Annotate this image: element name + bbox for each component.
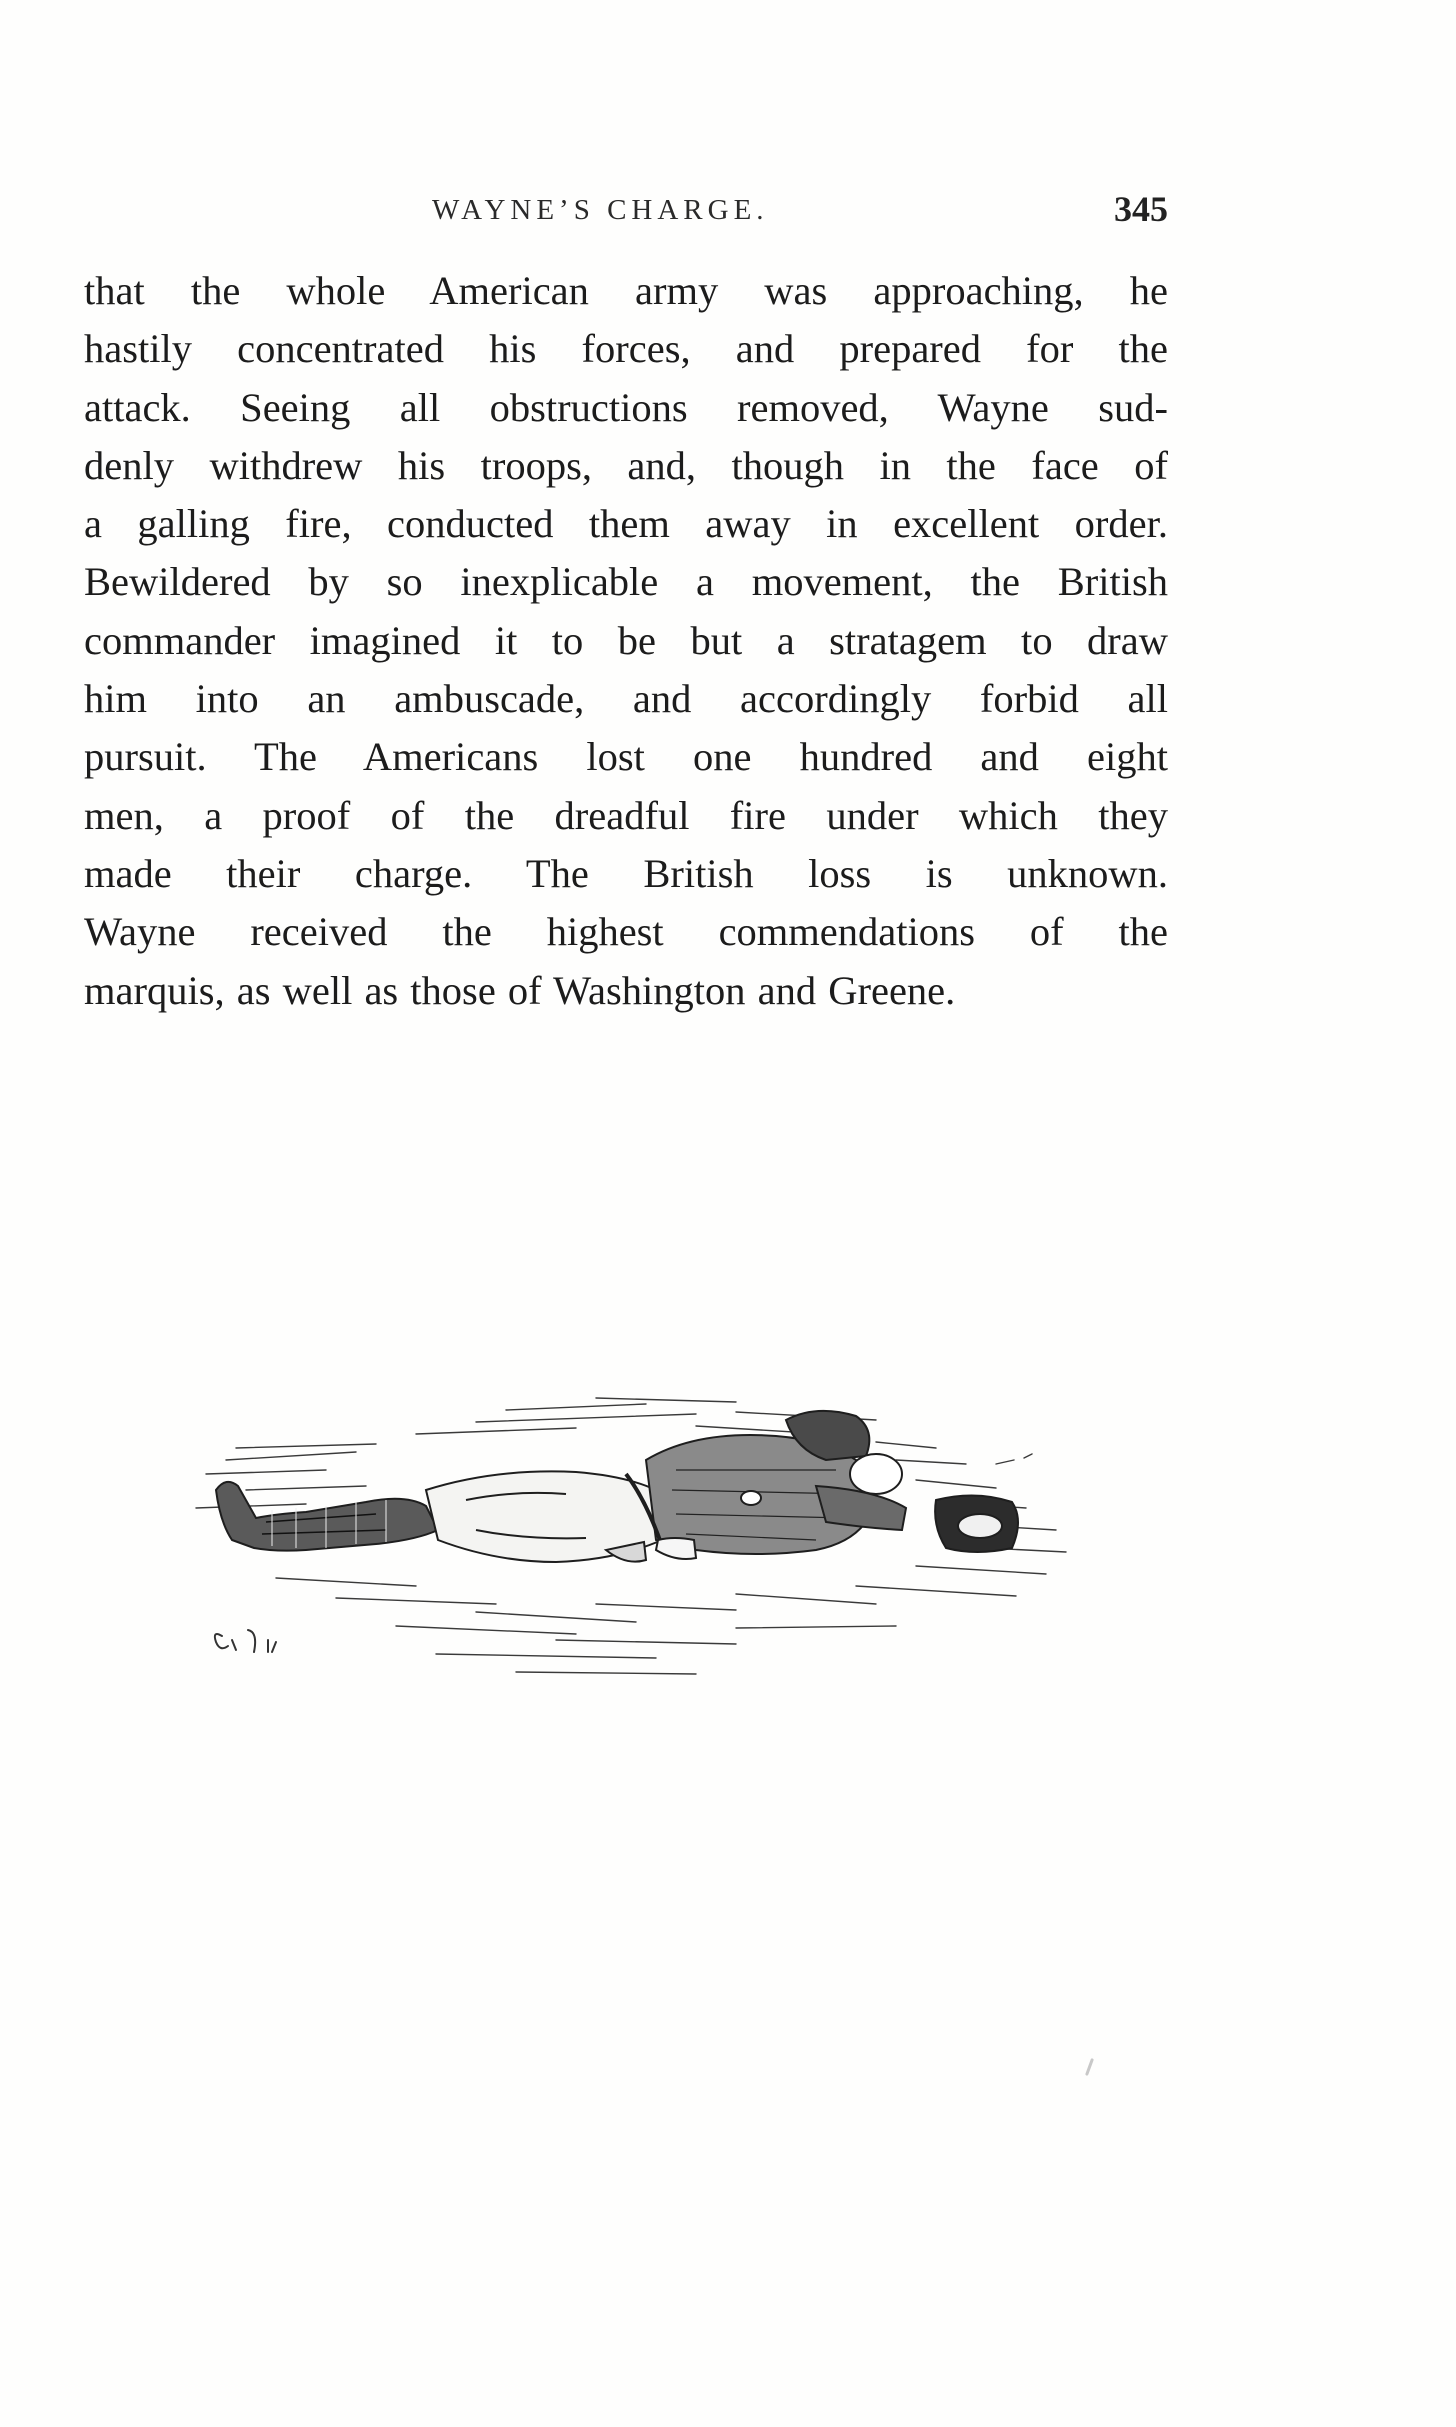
text-line: Wayne received the highest commendations of the — [84, 909, 1168, 955]
page-number: 345 — [1114, 189, 1168, 229]
text-line: attack. Seeing all obstructions removed, Wayne sud- — [84, 384, 1168, 430]
fallen-soldier-engraving-icon — [176, 1390, 1096, 1710]
text-line: men, a proof of the dreadful fire under which they — [84, 792, 1168, 838]
text-line: that the whole American army was approaching, he — [84, 268, 1168, 313]
text-line: denly withdrew his troops, and, though in the face of — [84, 442, 1168, 488]
paper-speck — [1085, 2058, 1094, 2076]
text-line: pursuit. The Americans lost one hundred and eight — [84, 734, 1168, 780]
text-line: made their charge. The British loss is unknown. — [84, 850, 1168, 896]
body-paragraph — [84, 262, 1168, 1020]
text-line: marquis, as well as those of Washington and Greene. — [84, 967, 956, 1013]
running-title: WAYNE’S CHARGE. — [432, 194, 769, 226]
running-head — [84, 188, 1168, 236]
text-line: Bewildered by so inexplicable a movement, the British — [84, 559, 1168, 605]
text-line: commander imagined it to be but a stratagem to draw — [84, 617, 1168, 663]
text-line: hastily concentrated his forces, and prepared for the — [84, 326, 1168, 372]
text-line: him into an ambuscade, and accordingly forbid all — [84, 676, 1168, 722]
text-line: a galling fire, conducted them away in excellent order. — [84, 501, 1168, 547]
